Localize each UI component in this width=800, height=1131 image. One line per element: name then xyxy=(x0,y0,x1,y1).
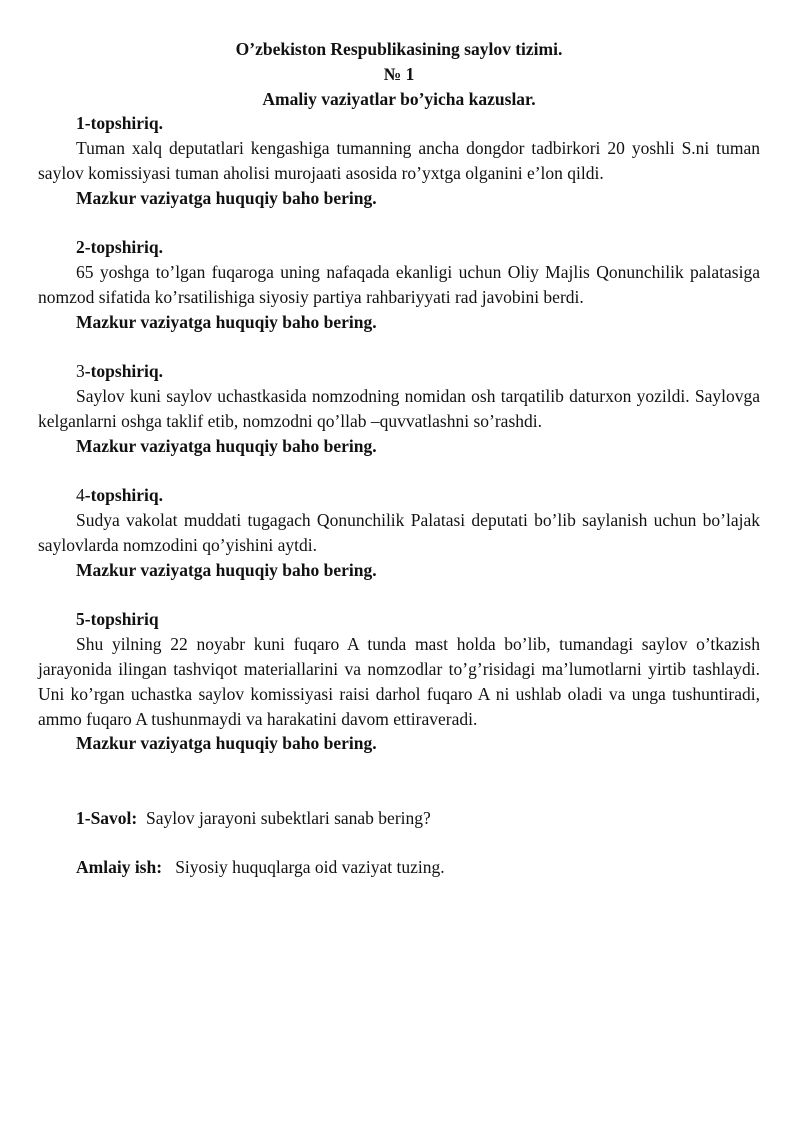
task-title-prefix: 3 xyxy=(76,361,85,382)
task-3 xyxy=(38,359,760,458)
task-5 xyxy=(38,607,760,756)
spacer xyxy=(38,335,760,360)
practical-label: Amlaiy ish: xyxy=(76,857,163,878)
task-instruction: Mazkur vaziyatga huquqiy baho bering. xyxy=(76,733,377,754)
task-text: Shu yilning 22 noyabr kuni fuqaro A tunda mast holda bo’lib, tumandagi saylov o’tkazish jarayonida ilingan tashviqot materiallarini va nomzodlar to’g’risidagi ma’lumotlarni yirtib tashlaydi. Uni ko’rgan uchastka saylov komissiyasi raisi darhol fuqaro A ni ushlab oladi va unga tushuntiradi, ammo fuqaro A tushunmaydi va harakatini davom ettiraveradi. xyxy=(38,634,760,729)
task-text: Sudya vakolat muddati tugagach Qonunchilik Palatasi deputati bo’lib saylanish uchun bo’lajak saylovlarda nomzodini qo’yishini aytdi. xyxy=(38,510,760,555)
spacer xyxy=(38,459,760,484)
task-title xyxy=(38,359,760,384)
task-text: Saylov kuni saylov uchastkasida nomzodning nomidan osh tarqatilib daturxon yozildi. Saylovga kelganlarni oshga taklif etib, nomzodni qo’llab –quvvatlashni so’rashdi. xyxy=(38,386,760,431)
task-title xyxy=(38,111,760,136)
document-title: O’zbekiston Respublikasining saylov tizimi. xyxy=(235,39,563,59)
document-subtitle: Amaliy vaziyatlar bo’yicha kazuslar. xyxy=(262,88,536,109)
task-text: 65 yoshga to’lgan fuqaroga uning nafaqada ekanligi uchun Oliy Majlis Qonunchilik palatasiga nomzod sifatida ko’rsatilishiga siyosiy partiya rahbariyyati rad javobini berdi. xyxy=(38,262,760,307)
task-text: Tuman xalq deputatlari kengashiga tumanning ancha dongdor tadbirkori 20 yoshli S.ni tuman saylov komissiyasi tuman aholisi murojaati asosida ro’yxtga olganini e’lon qildi. xyxy=(38,138,760,183)
spacer xyxy=(38,831,760,856)
spacer xyxy=(38,211,760,236)
task-2 xyxy=(38,235,760,334)
task-title-text: 1-topshiriq. xyxy=(76,113,164,134)
task-instruction: Mazkur vaziyatga huquqiy baho bering. xyxy=(76,435,377,456)
task-instruction: Mazkur vaziyatga huquqiy baho bering. xyxy=(76,559,377,580)
spacer xyxy=(38,583,760,608)
task-title-text: 5-topshiriq xyxy=(76,609,159,630)
question-line xyxy=(38,806,760,831)
question-text: Saylov jarayoni subektlari sanab bering? xyxy=(146,807,431,828)
task-1 xyxy=(38,111,760,210)
spacer xyxy=(38,756,760,806)
task-title-text: 2-topshiriq. xyxy=(76,237,164,258)
document-page xyxy=(38,37,760,880)
task-title xyxy=(38,483,760,508)
practical-line xyxy=(38,855,760,880)
task-4 xyxy=(38,483,760,582)
task-title xyxy=(38,235,760,260)
task-title-text: -topshiriq. xyxy=(84,361,164,382)
task-title-text: -topshiriq. xyxy=(84,485,164,506)
document-number: № 1 xyxy=(383,63,415,84)
task-instruction: Mazkur vaziyatga huquqiy baho bering. xyxy=(76,187,377,208)
practical-text: Siyosiy huquqlarga oid vaziyat tuzing. xyxy=(175,857,445,878)
task-title xyxy=(38,607,760,632)
task-title-prefix: 4 xyxy=(76,485,85,506)
task-instruction: Mazkur vaziyatga huquqiy baho bering. xyxy=(76,311,377,332)
question-label: 1-Savol: xyxy=(76,807,138,828)
